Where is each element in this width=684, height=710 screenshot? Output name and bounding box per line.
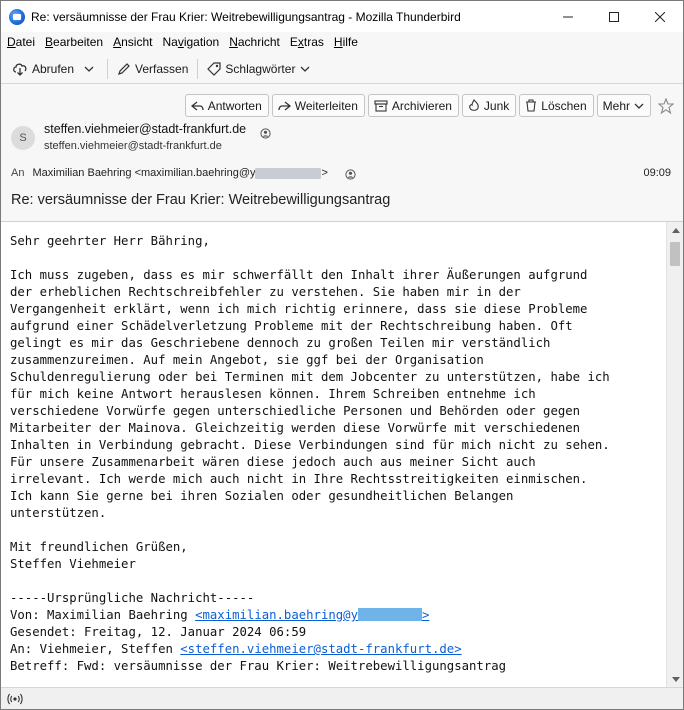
menu-navigation[interactable]: Navigation: [162, 35, 220, 49]
add-contact-icon[interactable]: [260, 128, 271, 139]
message-subject: Re: versäumnisse der Frau Krier: Weitrebewilligungsantrag: [11, 192, 391, 208]
title-bar: [1, 1, 683, 32]
chevron-down-icon: [300, 65, 310, 73]
recipient-row: [11, 167, 328, 179]
scrollbar-thumb[interactable]: [670, 242, 680, 266]
forward-button[interactable]: Weiterleiten: [272, 94, 365, 117]
add-contact-icon[interactable]: [345, 169, 356, 180]
status-bar: [1, 687, 683, 709]
menu-extras[interactable]: Extras: [289, 35, 324, 49]
compose-button[interactable]: Verfassen: [112, 57, 193, 81]
quote-from-link[interactable]: <maximilian.baehring@y >: [195, 608, 430, 622]
download-cloud-icon: [12, 62, 28, 76]
minimize-icon: [563, 12, 573, 22]
chevron-down-icon: [634, 102, 644, 110]
trash-icon: [525, 99, 537, 112]
close-button[interactable]: [637, 1, 683, 32]
star-button[interactable]: [657, 97, 675, 115]
sender-email[interactable]: steffen.viehmeier@stadt-frankfurt.de: [44, 140, 222, 152]
quote-sent: Gesendet: Freitag, 12. Januar 2024 06:59: [10, 625, 307, 639]
tag-icon: [207, 62, 221, 76]
minimize-button[interactable]: [545, 1, 591, 32]
tags-button[interactable]: Schlagwörter: [202, 57, 315, 81]
sender-avatar: S: [11, 126, 35, 150]
menu-ansicht[interactable]: Ansicht: [113, 35, 153, 49]
scroll-down-button[interactable]: [667, 671, 683, 687]
wireless-status-icon[interactable]: [7, 693, 23, 705]
redaction-block: [358, 608, 422, 621]
quote-subject: Betreff: Fwd: versäumnisse der Frau Krier: Weitrebewilligungsantrag: [10, 659, 507, 673]
message-body: [10, 233, 660, 675]
junk-button[interactable]: Junk: [462, 94, 516, 117]
fetch-mail-button[interactable]: Abrufen: [7, 57, 79, 81]
pencil-icon: [117, 62, 131, 76]
chevron-down-icon: [84, 65, 94, 73]
vertical-scrollbar[interactable]: [666, 222, 683, 687]
menu-nachricht[interactable]: Nachricht: [229, 35, 280, 49]
quote-from-prefix: Von: Maximilian Baehring: [10, 608, 196, 622]
recipient-value[interactable]: Maximilian Baehring <maximilian.baehring@y: [32, 167, 256, 179]
delete-button[interactable]: Löschen: [519, 94, 593, 117]
maximize-icon: [609, 12, 619, 22]
recipient-suffix: >: [321, 167, 328, 179]
to-label: An: [11, 167, 25, 179]
menu-datei[interactable]: Datei: [7, 35, 36, 49]
message-time: 09:09: [643, 167, 671, 179]
arrow-down-icon: [672, 677, 680, 682]
menu-bearbeiten[interactable]: Bearbeiten: [45, 35, 104, 49]
quote-to-prefix: An: Viehmeier, Steffen: [10, 642, 181, 656]
message-header: [1, 85, 683, 221]
toolbar-separator: [107, 59, 108, 79]
sender-name[interactable]: steffen.viehmeier@stadt-frankfurt.de: [44, 122, 247, 136]
quote-to-link[interactable]: <steffen.viehmeier@stadt-frankfurt.de>: [180, 642, 462, 656]
arrow-up-icon: [672, 228, 680, 233]
message-body-pane[interactable]: [1, 221, 683, 687]
flame-icon: [468, 99, 480, 112]
menu-hilfe[interactable]: Hilfe: [333, 35, 358, 49]
thunderbird-logo-icon: [9, 9, 25, 25]
menu-bar: [1, 32, 683, 52]
header-actions: [182, 94, 675, 117]
close-icon: [655, 12, 665, 22]
toolbar-separator: [197, 59, 198, 79]
maximize-button[interactable]: [591, 1, 637, 32]
forward-icon: [278, 100, 291, 112]
star-icon: [658, 98, 674, 114]
window-title: Re: versäumnisse der Frau Krier: Weitrebewilligungsantrag - Mozilla Thunderbird: [31, 9, 461, 24]
scroll-up-button[interactable]: [667, 222, 683, 239]
main-toolbar: [1, 54, 683, 84]
reply-button[interactable]: Antworten: [185, 94, 269, 117]
message-text: Sehr geehrter Herr Bähring, Ich muss zugeben, dass es mir schwerfällt den Inhalt ihrer Äußerungen aufgrund der erheblichen Rechtschreibfehler zu verstehen. Sie haben mir in der Vergangenheit erklärt, wenn ich mich richtig erinnere, dass sie diese Probleme aufgrund einer Schädelverletzung Probleme mit der Rechtschreibung haben. Oft gelingt es mir das Geschriebene dennoch zu großen Teilen mir verständlich zusammenzureimen. Auf mein Angebot, sie ggf bei der Organisation Schuldenregulierung oder bei Terminen mit dem Jobcenter zu unterstützen, habe ich für mich keine Antwort herauslesen können. Ihrem Schreiben entnehme ich verschiedene Vorwürfe gegen unterschiedliche Personen und Behörden oder gegen Mitarbeiter der Mainova. Gleichzeitig werden diese Vorwürfe mit verschiedenen Inhalten in Verbindung gebracht. Diese Verbindungen sind für mich nicht zu sehen. Für unsere Zusammenarbeit wären diese jedoch auch aus meiner Sicht auch irrelevant. Ich werde mich auch nicht in Ihre Rechtsstreitigkeiten einmischen. Ich kann Sie gerne bei ihren Sozialen oder gesundheitlichen Belangen unterstützen. Mit freundlichen Grüßen, Steffen Viehmeier -----Ursprüngliche Nachricht-----: [10, 234, 610, 605]
reply-icon: [191, 100, 204, 112]
redaction-block: [255, 168, 321, 179]
more-button[interactable]: Mehr: [597, 94, 651, 117]
archive-button[interactable]: Archivieren: [368, 94, 459, 117]
fetch-dropdown-button[interactable]: [79, 57, 103, 81]
archive-icon: [374, 100, 388, 112]
